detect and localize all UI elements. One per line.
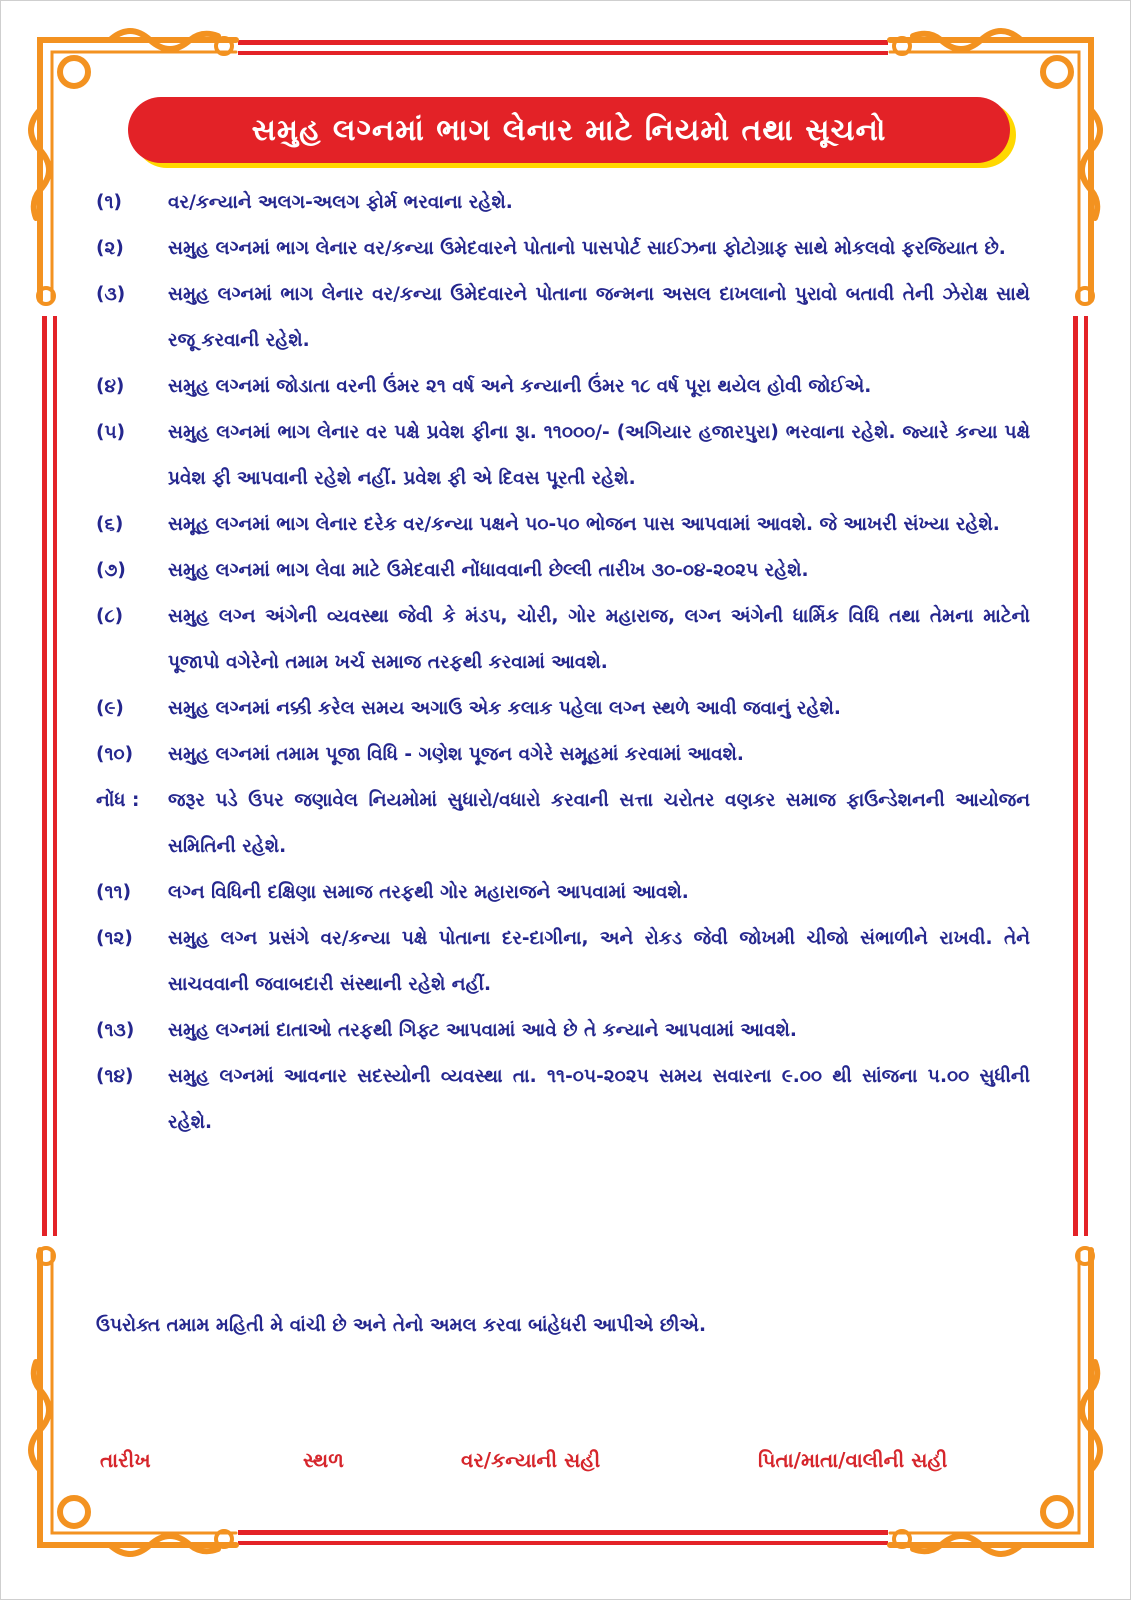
right-border-lines [1073,316,1088,1236]
rule-text: સમુહ લગ્નમાં ભાગ લેનાર વર/કન્યા ઉમેદવારને પોતાનો પાસપોર્ટ સાઈઝના ફોટોગ્રાફ સાથે મોકલવો ફરજિયાત છે. [168,238,1006,259]
rule-text: સમુહ લગ્ન પ્રસંગે વર/કન્યા પક્ષે પોતાના દર-દાગીના, અને રોકડ જેવી જોખમી ચીજો સંભાળીને રાખવી. તેને સાચવવાની જવાબદારી સંસ્થાની રહેશે નહીં. [168,928,1030,995]
rule-number: (૭) [96,560,126,581]
rule-item [96,272,1030,364]
rule-text: સમુહ લગ્નમાં આવનાર સદસ્યોની વ્યવસ્થા તા. ૧૧-૦૫-૨૦૨૫ સમય સવારના ૯.૦૦ થી સાંજના ૫.૦૦ સુધીની રહેશે. [168,1066,1030,1133]
bottom-border-lines [238,1530,888,1545]
rule-text: સમુહ લગ્નમાં ભાગ લેવા માટે ઉમેદવારી નોંધાવવાની છેલ્લી તારીખ ૩૦-૦૪-૨૦૨૫ રહેશે. [168,560,809,581]
note-text: જરૂર પડે ઉપર જણાવેલ નિયમોમાં સુધારો/વધારો કરવાની સત્તા ચરોતર વણકર સમાજ ફાઉન્ડેશનની આયોજન સમિતિની રહેશે. [168,790,1030,857]
signature-groom-bride-label: વર/કન્યાની સહી [461,1448,601,1472]
rule-item [96,180,1030,226]
rule-text: સમુહ લગ્નમાં દાતાઓ તરફથી ગિફ્ટ આપવામાં આવે છે તે કન્યાને આપવામાં આવશે. [168,1020,797,1041]
rule-item [96,870,1030,916]
rule-item [96,686,1030,732]
signature-date-label: તારીખ [100,1448,151,1472]
rule-item [96,732,1030,778]
page-title: સમુહ લગ્નમાં ભાગ લેનાર માટે નિયમો તથા સૂચનો [128,97,1010,163]
rule-item [96,226,1030,272]
signature-place-label: સ્થળ [303,1448,344,1472]
rule-number: (૧૧) [96,882,132,903]
rule-number: (૧૦) [96,744,134,765]
rule-item [96,364,1030,410]
rule-number: (૧૩) [96,1020,135,1041]
rule-number: (૧) [96,192,122,213]
rule-text: સમુહ લગ્નમાં જોડાતા વરની ઉંમર ૨૧ વર્ષ અને કન્યાની ઉંમર ૧૮ વર્ષ પૂરા થયેલ હોવી જોઈએ. [168,376,872,397]
rule-item [96,916,1030,1008]
rules-list [96,180,1030,1146]
rule-text: સમુહ લગ્નમાં ભાગ લેનાર વર/કન્યા ઉમેદવારને પોતાના જન્મના અસલ દાખલાનો પુરાવો બતાવી તેની ઝેરોક્ષ સાથે રજૂ કરવાની રહેશે. [168,284,1030,351]
rule-text: સમુહ લગ્નમાં ભાગ લેનાર વર પક્ષે પ્રવેશ ફીના રૂા. ૧૧૦૦૦/- (અગિયાર હજારપુરા) ભરવાના રહેશે. જ્યારે કન્યા પક્ષે પ્રવેશ ફી આપવાની રહેશે નહીં. પ્રવેશ ફી એ દિવસ પૂરતી રહેશે. [168,422,1030,489]
rule-text: સમુહ લગ્નમાં નક્કી કરેલ સમય અગાઉ એક કલાક પહેલા લગ્ન સ્થળે આવી જવાનું રહેશે. [168,698,841,719]
rule-number: (૧૨) [96,928,133,949]
rule-item [96,548,1030,594]
rule-number: (૧૪) [96,1066,134,1087]
left-border-lines [42,316,57,1236]
rule-number: (૯) [96,698,124,719]
rule-number: (૬) [96,514,124,535]
rule-text: સમુહ લગ્નમાં તમામ પૂજા વિધિ - ગણેશ પૂજન વગેરે સમૂહમાં કરવામાં આવશે. [168,744,744,765]
rule-item [96,502,1030,548]
rule-text: વર/કન્યાને અલગ-અલગ ફોર્મ ભરવાના રહેશે. [168,192,513,213]
rule-number: (૪) [96,376,125,397]
rule-number: (૮) [96,606,124,627]
signature-guardian-label: પિતા/માતા/વાલીની સહી [758,1448,948,1472]
rule-number: (૨) [96,238,124,259]
rule-item [96,1008,1030,1054]
note-label: નોંધ : [96,790,140,811]
rule-text: સમુહ લગ્ન અંગેની વ્યવસ્થા જેવી કે મંડપ, ચોરી, ગોર મહારાજ, લગ્ન અંગેની ધાર્મિક વિધિ તથા તેમના માટેનો પૂજાપો વગેરેનો તમામ ખર્ચ સમાજ તરફથી કરવામાં આવશે. [168,606,1030,673]
rule-number: (૫) [96,422,126,443]
rule-item [96,594,1030,686]
declaration-text: ઉપરોક્ત તમામ મહિતી મે વાંચી છે અને તેનો અમલ કરવા બાંહેધરી આપીએ છીએ. [96,1315,706,1336]
rule-text: સમૂહ લગ્નમાં ભાગ લેનાર દરેક વર/કન્યા પક્ષને ૫૦-૫૦ ભોજન પાસ આપવામાં આવશે. જે આખરી સંખ્યા રહેશે. [168,514,1000,535]
rule-item [96,1054,1030,1146]
top-border-lines [238,40,888,55]
note-item [96,778,1030,870]
rule-number: (૩) [96,284,126,305]
rule-item [96,410,1030,502]
rule-text: લગ્ન વિધિની દક્ષિણા સમાજ તરફથી ગોર મહારાજને આપવામાં આવશે. [168,882,689,903]
